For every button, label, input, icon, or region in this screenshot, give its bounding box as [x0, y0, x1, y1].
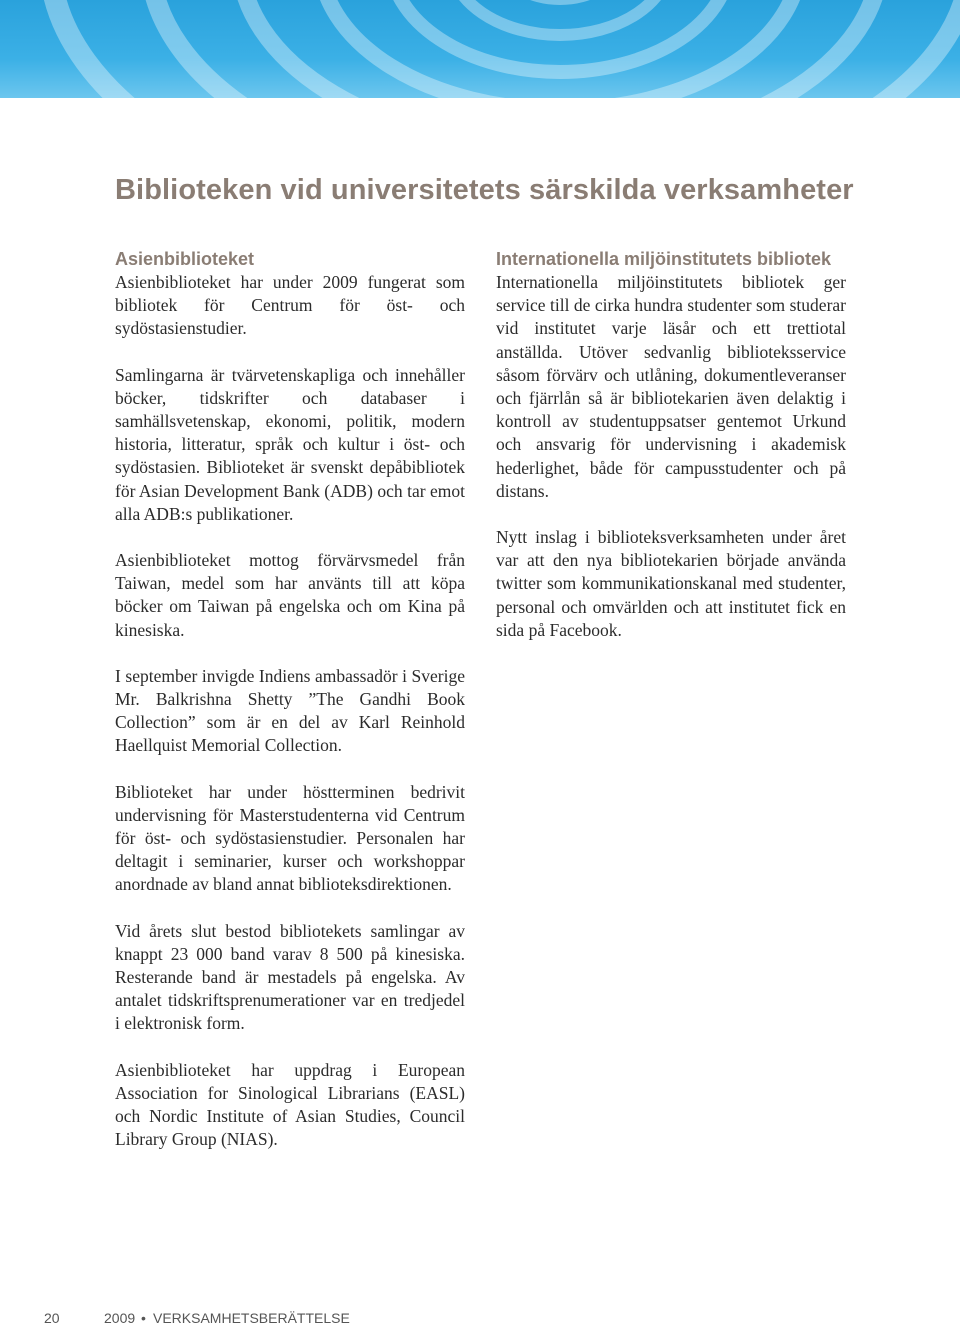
- page-footer: [0, 1310, 960, 1330]
- section-heading-asienbiblioteket: Asienbiblioteket: [115, 249, 255, 269]
- section-heading-miljoinstitutet: Internationella miljöinstitutets bibliotek: [496, 249, 832, 269]
- header-banner: [0, 0, 960, 98]
- paragraph: Asienbiblioteket har uppdrag i European Association for Sinological Librarians (EASL) och Nordic Institute of Asian Studies, Council Library Group (NIAS).: [115, 1059, 465, 1150]
- page-title: Biblioteken vid universitetets särskilda verksamheter: [115, 174, 854, 206]
- paragraph: Nytt inslag i biblioteksverksamheten under året var att den nya bibliotekarien började använda twitter som kommunikationskanal med studenter, personal och omvärlden och att institutet fick en sida på Facebook.: [496, 527, 846, 640]
- paragraph: Biblioteket har under höstterminen bedrivit undervisning för Masterstudenterna vid Centrum för öst- och sydöstasienstudier. Personalen har deltagit i seminarier, kurser och workshoppar anordnade av bland annat biblioteksdirektionen.: [115, 781, 465, 895]
- footer-bullet: •: [141, 1310, 146, 1326]
- footer-label: VERKSAMHETSBERÄTTELSE: [153, 1310, 350, 1326]
- page-number: 20: [44, 1310, 60, 1326]
- left-column: [115, 248, 465, 1175]
- right-column: [496, 248, 846, 665]
- paragraph: I september invigde Indiens ambassadör i Sverige Mr. Balkrishna Shetty ”The Gandhi Book Collection” som är en del av Karl Reinhold Haellquist Memorial Collection.: [115, 665, 465, 756]
- paragraph: Asienbiblioteket har under 2009 fungerat som bibliotek för Centrum för öst- och sydöstasienstudier.: [115, 272, 465, 339]
- paragraph: Vid årets slut bestod bibliotekets samlingar av knappt 23 000 band varav 8 500 på kinesiska. Resterande band är mestadels på engelska. Av antalet tidskriftsprenumerationer var en tredjedel i elektronisk form.: [115, 920, 465, 1034]
- paragraph: Internationella miljöinstitutets bibliotek ger service till de cirka hundra studenter som studerar vid institutet varje läsår och ett trettiotal anställda. Utöver sedvanlig biblioteksservice såsom förvärv och utlåning, dokumentleveranser och fjärrlån så är bibliotekarien även delaktig i kontroll av studentuppsatser gentemot Urkund och ansvarig för undervisning i akademisk hederlighet, både för campusstudenter och på distans.: [496, 272, 846, 501]
- footer-year: 2009: [104, 1310, 136, 1326]
- paragraph: Samlingarna är tvärvetenskapliga och innehåller böcker, tidskrifter och databaser i samhällsvetenskap, ekonomi, politik, modern historia, litteratur, språk och kultur i öst- och sydöstasien. Biblioteket är svenskt depåbibliotek för Asian Development Bank (ADB) och tar emot alla ADB:s publikationer.: [115, 364, 465, 524]
- ripple-graphic: [0, 0, 960, 98]
- paragraph: Asienbiblioteket mottog förvärvsmedel från Taiwan, medel som har använts till att köpa böcker om Taiwan på engelska och om Kina på kinesiska.: [115, 550, 465, 640]
